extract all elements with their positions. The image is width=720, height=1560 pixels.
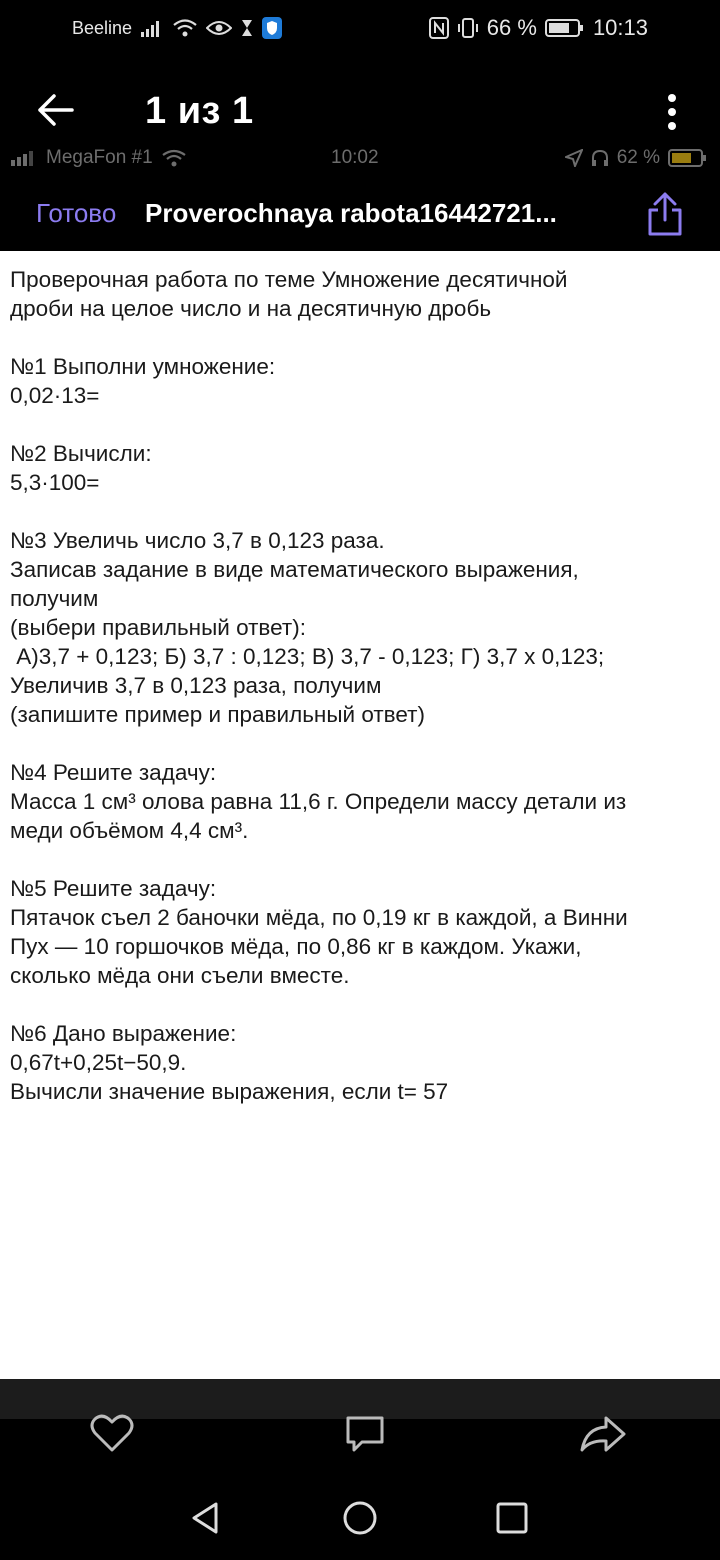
system-nav-bar (0, 1480, 720, 1560)
hourglass-icon (240, 19, 254, 37)
document-line: Пятачок съел 2 баночки мёда, по 0,19 кг в каждой, а Винни (10, 905, 628, 930)
status-time: 10:13 (592, 15, 648, 40)
document-line (10, 323, 710, 352)
inner-status-right (565, 147, 708, 169)
inner-document-header (0, 180, 720, 250)
document-line (10, 845, 710, 874)
document-line: Увеличив 3,7 в 0,123 раза, получим (10, 673, 382, 698)
document-line (10, 497, 710, 526)
page-counter-title: 1 из 1 (145, 90, 254, 132)
document-line: меди объёмом 4,4 см³. (10, 818, 249, 843)
document-line: Масса 1 см³ олова равна 11,6 г. Определи массу детали из (10, 789, 627, 814)
heart-icon[interactable] (87, 1408, 137, 1458)
signal-icon (140, 19, 164, 37)
recents-square-icon[interactable] (492, 1498, 532, 1538)
action-bar (0, 1400, 720, 1470)
document-line: 0,02·13= (10, 383, 100, 408)
comment-icon[interactable] (340, 1408, 390, 1458)
inner-status-bar (0, 144, 720, 174)
forward-icon[interactable] (578, 1408, 628, 1458)
inner-signal-icon (10, 150, 38, 166)
document-line: №6 Дано выражение: (10, 1021, 237, 1046)
document-line: Вычисли значение выражения, если t= 57 (10, 1079, 449, 1104)
headphones-icon (591, 149, 609, 167)
document-line (10, 729, 710, 758)
document-line: (выбери правильный ответ): (10, 615, 306, 640)
inner-wifi-icon (161, 149, 187, 167)
vibrate-icon (457, 17, 479, 39)
document-line: Пух — 10 горшочков мёда, по 0,86 кг в каждом. Укажи, (10, 934, 582, 959)
document-line: №4 Решите задачу: (10, 760, 217, 785)
back-arrow-icon[interactable] (34, 88, 78, 132)
document-line: (запишите пример и правильный ответ) (10, 702, 425, 727)
battery-icon (545, 18, 585, 38)
document-content (0, 251, 720, 1379)
inner-status-time: 10:02 (331, 147, 379, 168)
document-line: Проверочная работа по теме Умножение десятичной (10, 267, 568, 292)
document-line: 0,67t+0,25t−50,9. (10, 1050, 187, 1075)
share-icon[interactable] (644, 190, 686, 238)
inner-battery-icon (668, 149, 708, 167)
document-line: получим (10, 586, 99, 611)
shield-icon (262, 17, 282, 39)
eye-icon (206, 19, 232, 37)
document-line: А)3,7 + 0,123; Б) 3,7 : 0,123; В) 3,7 - 0,123; Г) 3,7 х 0,123; (10, 644, 605, 669)
document-line: №1 Выполни умножение: (10, 354, 276, 379)
done-button[interactable]: Готово (36, 198, 117, 228)
top-app-bar (0, 70, 720, 152)
inner-status-left (10, 147, 187, 169)
document-line: 5,3·100= (10, 470, 100, 495)
document-line: Записав задание в виде математического выражения, (10, 557, 579, 582)
battery-percent: 66 % (486, 15, 537, 40)
status-left (72, 17, 282, 39)
document-line: №3 Увеличь число 3,7 в 0,123 раза. (10, 528, 385, 553)
status-right (429, 15, 648, 41)
inner-carrier-name: MegaFon #1 (46, 147, 153, 168)
document-title: Proverochnaya rabota16442721... (145, 198, 557, 228)
nfc-icon (429, 17, 449, 39)
document-line: дроби на целое число и на десятичную дробь (10, 296, 492, 321)
more-vert-icon[interactable] (662, 90, 682, 134)
carrier-name: Beeline (72, 17, 133, 38)
status-bar (0, 0, 720, 56)
inner-battery-percent: 62 % (616, 147, 660, 168)
wifi-icon (172, 18, 198, 38)
document-line: сколько мёда они съели вместе. (10, 963, 350, 988)
document-line (10, 990, 710, 1019)
location-arrow-icon (565, 149, 583, 167)
home-circle-icon[interactable] (340, 1498, 380, 1538)
document-line: №2 Вычисли: (10, 441, 152, 466)
document-line (10, 410, 710, 439)
back-triangle-icon[interactable] (186, 1498, 226, 1538)
document-line: №5 Решите задачу: (10, 876, 217, 901)
